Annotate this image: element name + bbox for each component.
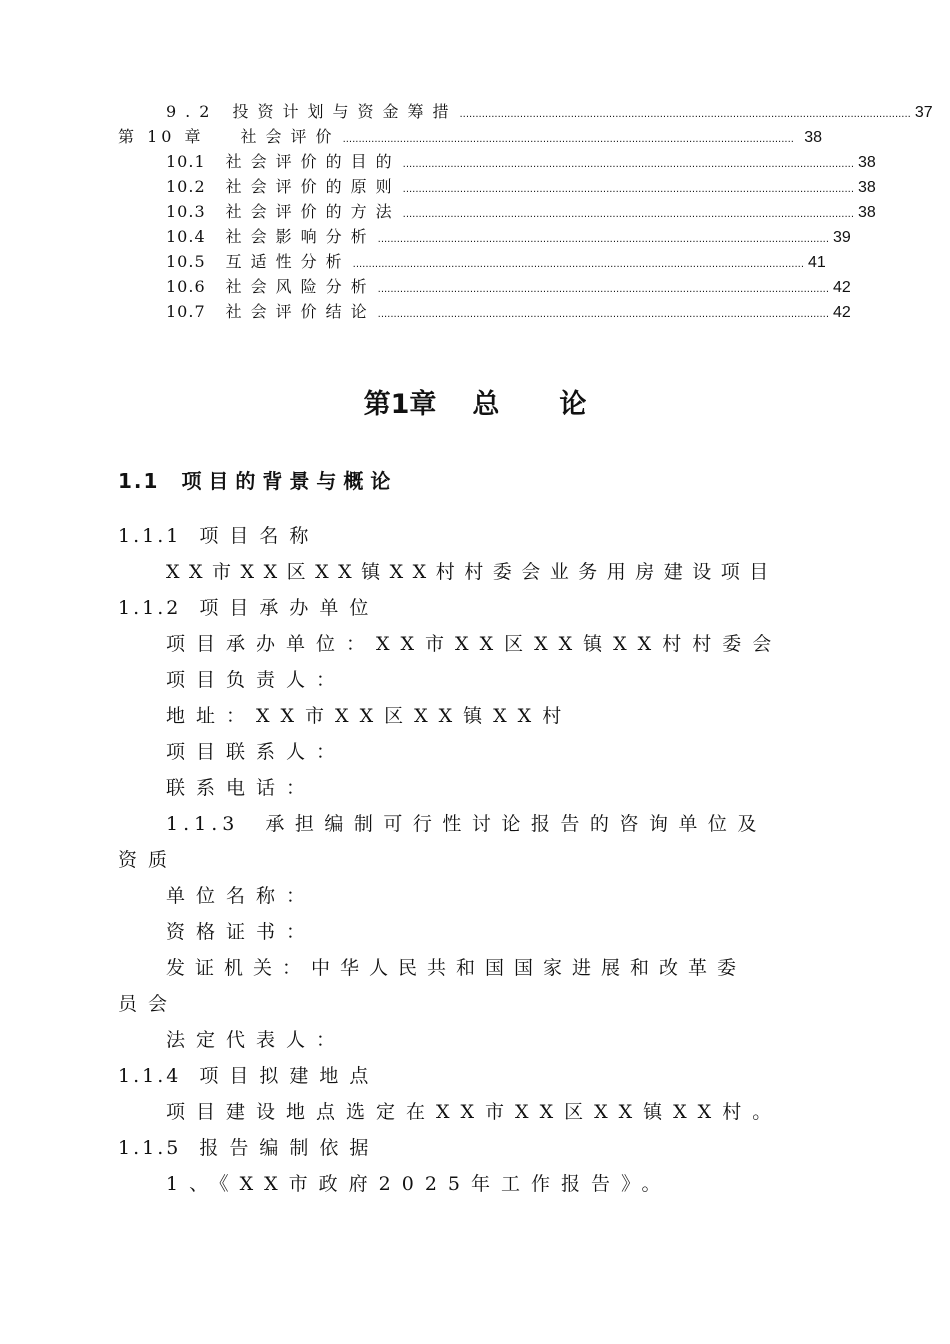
subsection-title: 项目拟建地点 (199, 1065, 380, 1087)
subsection-heading (118, 521, 319, 551)
toc-number: 第 10 章 (118, 127, 205, 146)
toc-entry[interactable] (166, 100, 933, 124)
toc-title: 社会评价的目的 (225, 152, 401, 171)
toc-page-number: 42 (833, 279, 851, 296)
toc-number: 9.2 (166, 102, 219, 121)
toc-number: 10.4 (166, 227, 206, 246)
toc-leader-dots: .............................................................................................................................................. (402, 209, 855, 220)
subsection-heading (118, 1061, 379, 1091)
toc-number: 10.5 (166, 252, 206, 271)
subsection-heading (118, 1133, 379, 1163)
subsection-number: 1.1.1 (118, 525, 182, 547)
toc-entry[interactable] (166, 300, 851, 324)
toc-page-number: 41 (808, 254, 826, 271)
paragraph-line: 法定代表人： (166, 1029, 347, 1051)
subsection-title: 项目承办单位 (199, 597, 380, 619)
toc-leader-dots: .............................................................................................................................................. (352, 259, 805, 270)
toc-leader-dots: .............................................................................................................................................. (402, 159, 855, 170)
paragraph-line: 地址：XX市XX区XX镇XX村 (166, 705, 573, 727)
toc-number: 10.3 (166, 202, 206, 221)
chapter-heading (0, 382, 950, 421)
toc-page-number: 37 (914, 104, 933, 121)
toc-title: 互适性分析 (225, 252, 351, 271)
toc-leader-dots: .............................................................................................................................................. (377, 234, 830, 245)
paragraph-line: 发证机关：中华人民共和国国家进展和改革委 (166, 957, 747, 979)
toc-page-number: 38 (858, 179, 876, 196)
toc-number: 10.6 (166, 277, 206, 296)
toc-leader-dots: .............................................................................................................................................. (377, 309, 830, 320)
toc-page-number: 38 (804, 129, 822, 146)
toc-title: 社会评价 (240, 127, 341, 146)
toc-title: 社会评价的原则 (225, 177, 401, 196)
toc-entry[interactable] (166, 200, 876, 224)
section-title: 项目的背景与概论 (181, 469, 398, 493)
chapter-title-word: 论 (559, 389, 587, 420)
section-number: 1.1 (118, 469, 160, 493)
toc-title: 投资计划与资金筹措 (232, 102, 458, 121)
toc-entry[interactable] (166, 150, 876, 174)
list-item: 1、《XX市政府2025年工作报告》。 (166, 1173, 672, 1195)
toc-page-number: 38 (858, 154, 876, 171)
toc-leader-dots: .............................................................................................................................................. (459, 109, 911, 120)
chapter-title-word: 总 (472, 389, 500, 420)
toc-entry[interactable] (166, 175, 876, 199)
toc-entry[interactable] (166, 275, 851, 299)
toc-number: 10.7 (166, 302, 206, 321)
paragraph-line: 单位名称： (166, 885, 317, 907)
paragraph-line-continued: 员会 (118, 993, 179, 1015)
subsection-number: 1.1.5 (118, 1137, 182, 1159)
toc-page-number: 39 (833, 229, 851, 246)
paragraph-line: 项目承办单位：XX市XX区XX镇XX村村委会 (166, 633, 783, 655)
chapter-number: 第1章 (363, 389, 437, 420)
subsection-number: 1.1.2 (118, 597, 182, 619)
toc-leader-dots: .............................................................................................................................................. (377, 284, 830, 295)
subsection-number: 1.1.4 (118, 1065, 182, 1087)
toc-title: 社会评价的方法 (225, 202, 401, 221)
toc-page-number: 42 (833, 304, 851, 321)
subsection-title: 报告编制依据 (199, 1137, 380, 1159)
toc-number: 10.1 (166, 152, 206, 171)
paragraph-line: XX市XX区XX镇XX村村委会业务用房建设项目 (166, 561, 778, 583)
toc-entry[interactable] (118, 125, 822, 149)
subsection-title: 项目名称 (199, 525, 320, 547)
paragraph-line: 项目联系人： (166, 741, 347, 763)
subsection-number: 1.1.3 (166, 813, 240, 835)
subsection-heading (166, 809, 767, 839)
subsection-title: 承担编制可行性讨论报告的咨询单位及 (265, 813, 767, 835)
toc-entry[interactable] (166, 250, 826, 274)
toc-leader-dots: .............................................................................................................................................. (342, 134, 794, 145)
toc-number: 10.2 (166, 177, 206, 196)
toc-title: 社会评价结论 (225, 302, 376, 321)
paragraph-line: 资格证书： (166, 921, 317, 943)
paragraph-line: 项目建设地点选定在XX市XX区XX镇XX村。 (166, 1101, 783, 1123)
toc-title: 社会风险分析 (225, 277, 376, 296)
subsection-heading (118, 593, 379, 623)
paragraph-line: 项目负责人： (166, 669, 347, 691)
toc-page-number: 38 (858, 204, 876, 221)
toc-title: 社会影响分析 (225, 227, 376, 246)
toc-entry[interactable] (166, 225, 851, 249)
paragraph-line: 联系电话： (166, 777, 317, 799)
section-heading (118, 465, 397, 494)
toc-leader-dots: .............................................................................................................................................. (402, 184, 855, 195)
subsection-title-continued: 资质 (118, 849, 179, 871)
